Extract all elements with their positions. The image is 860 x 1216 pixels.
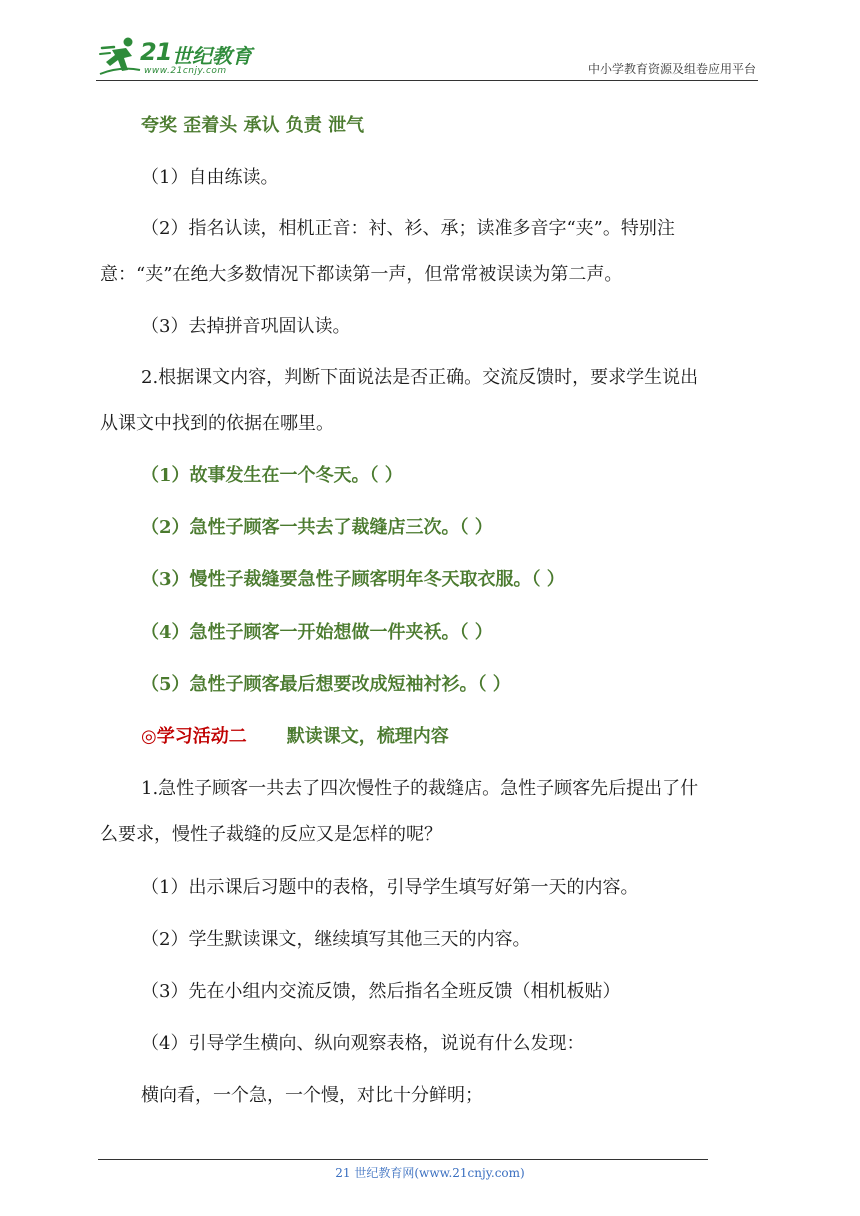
question-1-step: （3）先在小组内交流反馈，然后指名全班反馈（相机板贴） xyxy=(141,981,621,1002)
logo-number: 21 xyxy=(140,38,172,66)
judge-item: （1）故事发生在一个冬天。（ ） xyxy=(141,465,403,486)
observation-line: 横向看，一个急，一个慢，对比十分鲜明； xyxy=(141,1085,483,1106)
header-tagline: 中小学教育资源及组卷应用平台 xyxy=(587,62,756,76)
question-1-line-1: 1.急性子顾客一共去了四次慢性子的裁缝店。急性子顾客先后提出了什 xyxy=(141,778,699,799)
vocab-line: 夸奖 歪着头 承认 负责 泄气 xyxy=(141,115,365,136)
step-2-line-1: （2）指名认读，相机正音：衬、衫、承；读准多音字“夹”。特别注 xyxy=(141,218,675,239)
site-logo[interactable] xyxy=(96,34,266,78)
footer-divider xyxy=(98,1159,708,1160)
step-1: （1）自由练读。 xyxy=(141,167,279,188)
question-1-step: （4）引导学生横向、纵向观察表格，说说有什么发现： xyxy=(141,1033,585,1054)
judge-item: （5）急性子顾客最后想要改成短袖衬衫。（ ） xyxy=(141,674,511,695)
runner-logo-icon xyxy=(98,36,142,76)
judge-item: （2）急性子顾客一共去了裁缝店三次。（ ） xyxy=(141,517,493,538)
step-2-line-2: 意：“夹”在绝大多数情况下都读第一声，但常常被误读为第二声。 xyxy=(100,264,623,285)
activity-title: 默读课文，梳理内容 xyxy=(286,726,449,747)
question-1-line-2: 么要求，慢性子裁缝的反应又是怎样的呢？ xyxy=(100,824,442,845)
activity-heading xyxy=(141,722,449,748)
question-1-step: （1）出示课后习题中的表格，引导学生填写好第一天的内容。 xyxy=(141,877,639,898)
logo-url: www.21cnjy.com xyxy=(144,66,227,76)
question-1-step: （2）学生默读课文，继续填写其他三天的内容。 xyxy=(141,929,531,950)
step-3: （3）去掉拼音巩固认读。 xyxy=(141,316,351,337)
activity-label: ◎学习活动二 xyxy=(141,726,247,747)
task-2-line-1: 2.根据课文内容，判断下面说法是否正确。交流反馈时，要求学生说出 xyxy=(141,367,699,388)
judge-item: （4）急性子顾客一开始想做一件夹袄。（ ） xyxy=(141,622,493,643)
header-divider xyxy=(96,80,758,81)
footer-link[interactable]: 21 世纪教育网(www.21cnjy.com) xyxy=(335,1166,525,1180)
logo-text: 世纪教育 xyxy=(172,44,252,68)
page-header xyxy=(96,34,758,80)
judge-item: （3）慢性子裁缝要急性子顾客明年冬天取衣服。（ ） xyxy=(141,569,565,590)
task-2-line-2: 从课文中找到的依据在哪里。 xyxy=(100,413,334,434)
